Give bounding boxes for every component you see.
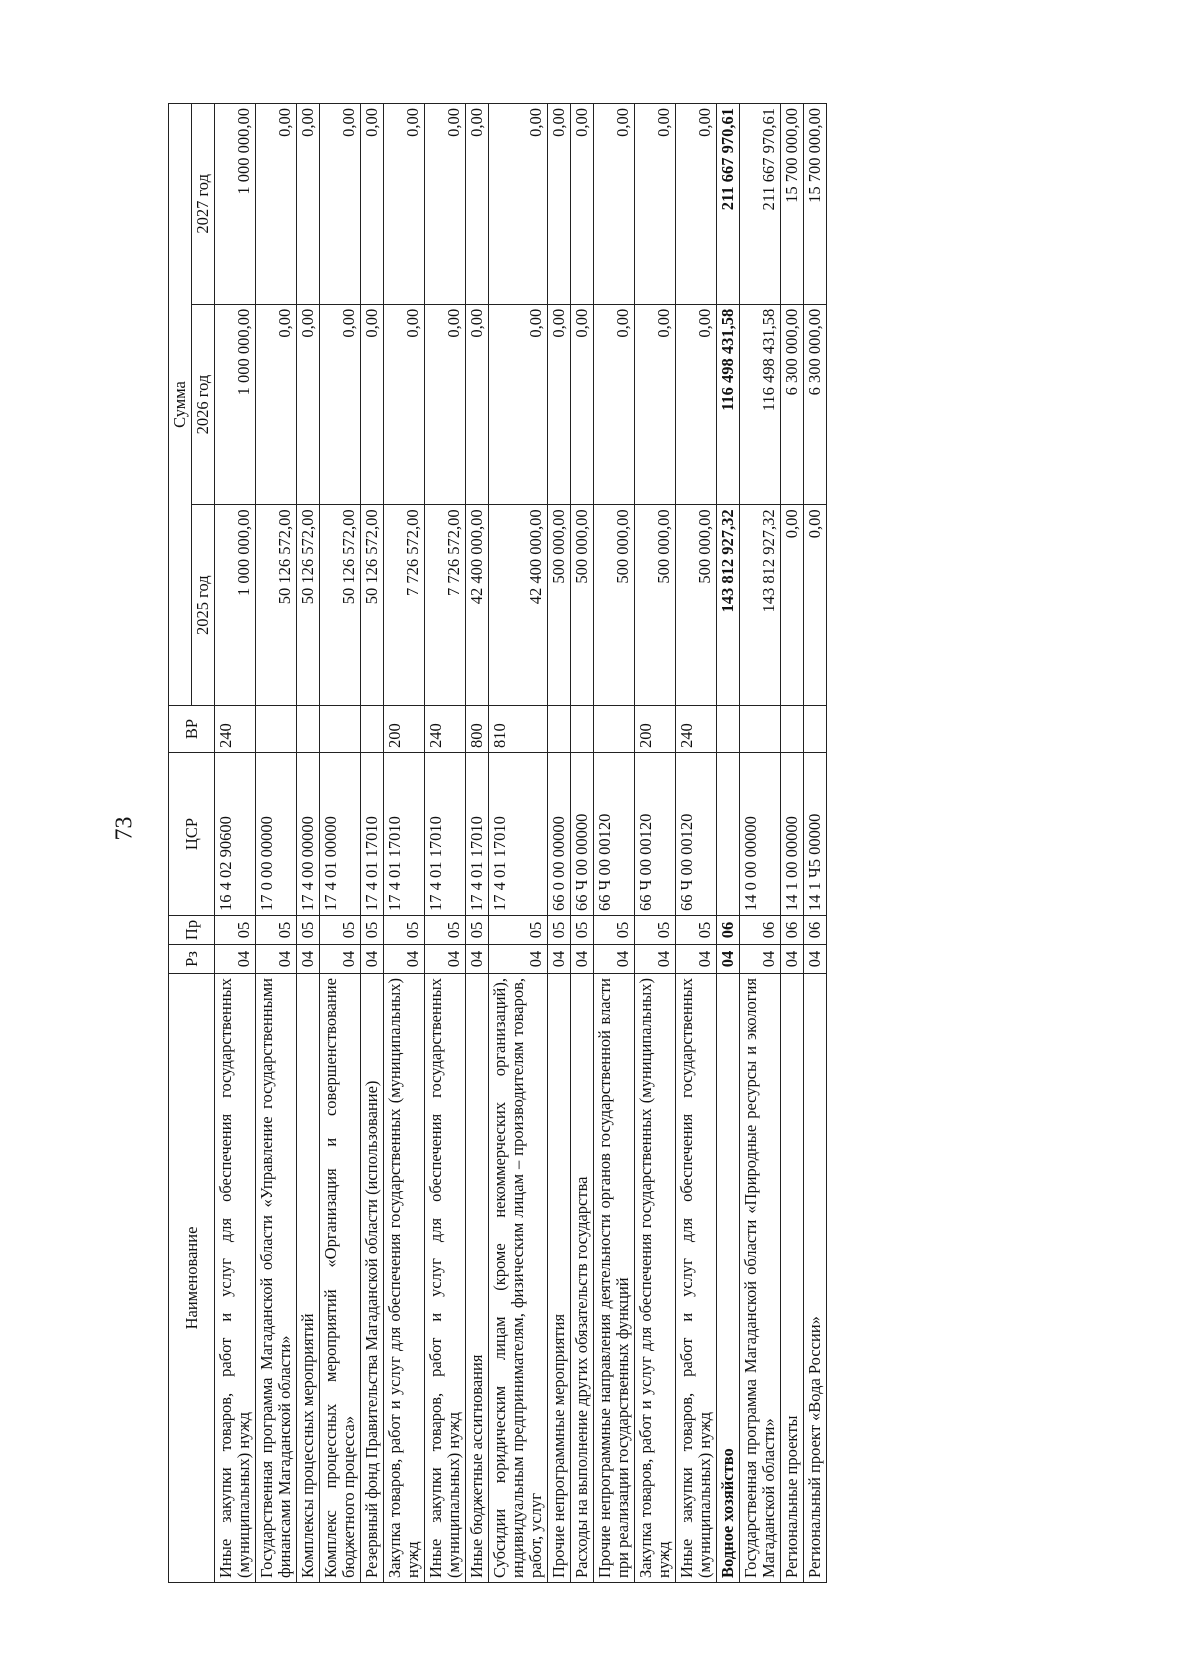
row-sum-2027: 0,00 <box>256 104 297 305</box>
row-vr <box>594 706 635 753</box>
row-pr: 05 <box>594 916 635 945</box>
row-vr <box>548 706 571 753</box>
row-csr: 17 0 00 00000 <box>256 753 297 916</box>
row-rz: 04 <box>489 945 548 974</box>
row-vr <box>571 706 594 753</box>
row-pr: 06 <box>717 916 740 945</box>
row-name: Водное хозяйство <box>717 974 740 1583</box>
row-csr: 66 Ч 00 00000 <box>571 753 594 916</box>
row-name: Иные закупки товаров, работ и услуг для обеспечения государственных (муниципальных) нужд <box>676 974 717 1583</box>
row-sum-2027: 0,00 <box>635 104 676 305</box>
row-sum-2026: 0,00 <box>256 304 297 505</box>
row-sum-2027: 0,00 <box>320 104 361 305</box>
row-sum-2026: 6 300 000,00 <box>804 304 827 505</box>
row-sum-2027: 0,00 <box>297 104 320 305</box>
row-csr: 17 4 01 00000 <box>320 753 361 916</box>
row-sum-2027: 211 667 970,61 <box>717 104 740 305</box>
header-pr: Пр <box>169 916 215 945</box>
row-rz: 04 <box>320 945 361 974</box>
row-sum-2026: 1 000 000,00 <box>215 304 256 505</box>
row-sum-2026: 0,00 <box>635 304 676 505</box>
row-sum-2025: 500 000,00 <box>594 505 635 706</box>
row-rz: 04 <box>740 945 781 974</box>
row-sum-2027: 211 667 970,61 <box>740 104 781 305</box>
row-name: Закупка товаров, работ и услуг для обеспечения государственных (муниципальных) нужд <box>635 974 676 1583</box>
row-csr: 14 1 Ч5 00000 <box>804 753 827 916</box>
table-row <box>740 104 781 1583</box>
table-row <box>548 104 571 1583</box>
row-pr: 05 <box>361 916 384 945</box>
table-row <box>297 104 320 1583</box>
header-sum: Сумма <box>169 104 192 706</box>
table-row <box>425 104 466 1583</box>
table-row <box>466 104 489 1583</box>
header-year-2025: 2025 год <box>192 505 215 706</box>
budget-table <box>168 103 827 1583</box>
row-pr: 06 <box>804 916 827 945</box>
row-csr: 17 4 00 00000 <box>297 753 320 916</box>
row-sum-2025: 50 126 572,00 <box>256 505 297 706</box>
table-row <box>635 104 676 1583</box>
row-rz: 04 <box>466 945 489 974</box>
row-sum-2025: 7 726 572,00 <box>384 505 425 706</box>
row-csr: 17 4 01 17010 <box>425 753 466 916</box>
row-sum-2025: 7 726 572,00 <box>425 505 466 706</box>
row-rz: 04 <box>425 945 466 974</box>
row-pr: 05 <box>215 916 256 945</box>
row-rz: 04 <box>384 945 425 974</box>
row-name: Прочие непрограммные мероприятия <box>548 974 571 1583</box>
row-sum-2025: 50 126 572,00 <box>320 505 361 706</box>
table-row <box>489 104 548 1583</box>
row-sum-2026: 116 498 431,58 <box>740 304 781 505</box>
table-body <box>215 104 827 1583</box>
row-sum-2027: 0,00 <box>548 104 571 305</box>
row-vr <box>804 706 827 753</box>
row-sum-2025: 500 000,00 <box>676 505 717 706</box>
row-sum-2026: 0,00 <box>594 304 635 505</box>
row-vr <box>740 706 781 753</box>
table-row <box>676 104 717 1583</box>
row-sum-2027: 0,00 <box>466 104 489 305</box>
row-sum-2027: 0,00 <box>571 104 594 305</box>
row-sum-2027: 1 000 000,00 <box>215 104 256 305</box>
row-sum-2027: 0,00 <box>361 104 384 305</box>
header-year-2026: 2026 год <box>192 304 215 505</box>
row-rz: 04 <box>297 945 320 974</box>
row-pr: 05 <box>489 916 548 945</box>
row-vr <box>297 706 320 753</box>
row-sum-2025: 143 812 927,32 <box>717 505 740 706</box>
row-name: Иные бюджетные ассигнования <box>466 974 489 1583</box>
header-rz: Рз <box>169 945 215 974</box>
row-sum-2025: 500 000,00 <box>635 505 676 706</box>
row-sum-2026: 0,00 <box>320 304 361 505</box>
table-row <box>256 104 297 1583</box>
header-vr: ВР <box>169 706 215 753</box>
row-name: Резервный фонд Правительства Магаданской области (использование) <box>361 974 384 1583</box>
row-name: Иные закупки товаров, работ и услуг для обеспечения государственных (муниципальных) нужд <box>425 974 466 1583</box>
row-sum-2026: 0,00 <box>297 304 320 505</box>
row-name: Региональный проект «Вода России» <box>804 974 827 1583</box>
row-sum-2026: 116 498 431,58 <box>717 304 740 505</box>
row-rz: 04 <box>361 945 384 974</box>
row-csr: 66 0 00 00000 <box>548 753 571 916</box>
row-csr <box>717 753 740 916</box>
row-pr: 05 <box>256 916 297 945</box>
row-sum-2027: 0,00 <box>489 104 548 305</box>
row-sum-2025: 50 126 572,00 <box>297 505 320 706</box>
row-pr: 05 <box>384 916 425 945</box>
row-pr: 05 <box>548 916 571 945</box>
row-sum-2025: 42 400 000,00 <box>466 505 489 706</box>
header-name: Наименование <box>169 974 215 1583</box>
row-name: Расходы на выполнение других обязательств государства <box>571 974 594 1583</box>
row-sum-2025: 0,00 <box>781 505 804 706</box>
row-csr: 17 4 01 17010 <box>361 753 384 916</box>
row-name: Прочие непрограммные направления деятельности органов государственной власти при реализации государственных функций <box>594 974 635 1583</box>
header-year-2027: 2027 год <box>192 104 215 305</box>
table-row <box>384 104 425 1583</box>
row-sum-2025: 1 000 000,00 <box>215 505 256 706</box>
row-sum-2026: 0,00 <box>361 304 384 505</box>
row-sum-2026: 0,00 <box>571 304 594 505</box>
row-name: Комплексы процессных мероприятий <box>297 974 320 1583</box>
row-name: Государственная программа Магаданской области «Управление государственными финансами Магаданской области» <box>256 974 297 1583</box>
row-pr: 05 <box>676 916 717 945</box>
row-csr: 66 Ч 00 00120 <box>676 753 717 916</box>
header-csr: ЦСР <box>169 753 215 916</box>
row-pr: 06 <box>740 916 781 945</box>
row-sum-2027: 0,00 <box>594 104 635 305</box>
row-vr: 200 <box>384 706 425 753</box>
row-csr: 66 Ч 00 00120 <box>635 753 676 916</box>
table-row <box>320 104 361 1583</box>
row-vr <box>320 706 361 753</box>
row-vr <box>256 706 297 753</box>
row-vr: 240 <box>215 706 256 753</box>
row-rz: 04 <box>215 945 256 974</box>
row-vr <box>717 706 740 753</box>
row-pr: 05 <box>297 916 320 945</box>
row-name: Региональные проекты <box>781 974 804 1583</box>
row-rz: 04 <box>635 945 676 974</box>
row-csr: 17 4 01 17010 <box>489 753 548 916</box>
row-sum-2027: 0,00 <box>384 104 425 305</box>
row-sum-2026: 0,00 <box>489 304 548 505</box>
row-name: Субсидии юридическим лицам (кроме некоммерческих организаций), индивидуальным предпринимателям, физическим лицам – производителям товаров, работ, услуг <box>489 974 548 1583</box>
row-sum-2025: 42 400 000,00 <box>489 505 548 706</box>
row-csr: 16 4 02 90600 <box>215 753 256 916</box>
row-sum-2025: 50 126 572,00 <box>361 505 384 706</box>
row-sum-2025: 0,00 <box>804 505 827 706</box>
row-sum-2026: 0,00 <box>425 304 466 505</box>
row-rz: 04 <box>717 945 740 974</box>
row-sum-2026: 6 300 000,00 <box>781 304 804 505</box>
row-vr <box>781 706 804 753</box>
page-number: 73 <box>111 816 138 841</box>
table-row <box>215 104 256 1583</box>
row-rz: 04 <box>676 945 717 974</box>
table-row <box>361 104 384 1583</box>
row-vr: 810 <box>489 706 548 753</box>
row-sum-2027: 0,00 <box>425 104 466 305</box>
row-rz: 04 <box>594 945 635 974</box>
row-pr: 05 <box>320 916 361 945</box>
row-sum-2025: 500 000,00 <box>571 505 594 706</box>
row-vr <box>361 706 384 753</box>
row-vr: 240 <box>676 706 717 753</box>
row-pr: 06 <box>781 916 804 945</box>
row-csr: 17 4 01 17010 <box>384 753 425 916</box>
row-csr: 14 1 00 00000 <box>781 753 804 916</box>
row-rz: 04 <box>256 945 297 974</box>
row-rz: 04 <box>804 945 827 974</box>
row-csr: 66 Ч 00 00120 <box>594 753 635 916</box>
row-csr: 14 0 00 00000 <box>740 753 781 916</box>
row-sum-2027: 15 700 000,00 <box>804 104 827 305</box>
table-row <box>781 104 804 1583</box>
header-row-1 <box>169 104 192 1583</box>
row-sum-2025: 143 812 927,32 <box>740 505 781 706</box>
rotated-table-wrapper <box>168 103 1018 1583</box>
row-sum-2026: 0,00 <box>676 304 717 505</box>
row-rz: 04 <box>571 945 594 974</box>
table-row <box>804 104 827 1583</box>
row-pr: 05 <box>425 916 466 945</box>
table-row <box>594 104 635 1583</box>
row-name: Государственная программа Магаданской области «Природные ресурсы и экология Магаданской области» <box>740 974 781 1583</box>
row-sum-2026: 0,00 <box>548 304 571 505</box>
row-name: Закупка товаров, работ и услуг для обеспечения государственных (муниципальных) нужд <box>384 974 425 1583</box>
row-name: Иные закупки товаров, работ и услуг для обеспечения государственных (муниципальных) нужд <box>215 974 256 1583</box>
table-row <box>571 104 594 1583</box>
row-pr: 05 <box>635 916 676 945</box>
row-sum-2025: 500 000,00 <box>548 505 571 706</box>
row-vr: 200 <box>635 706 676 753</box>
row-sum-2027: 0,00 <box>676 104 717 305</box>
row-rz: 04 <box>548 945 571 974</box>
row-pr: 05 <box>571 916 594 945</box>
row-vr: 800 <box>466 706 489 753</box>
row-sum-2026: 0,00 <box>384 304 425 505</box>
row-sum-2027: 15 700 000,00 <box>781 104 804 305</box>
row-pr: 05 <box>466 916 489 945</box>
row-sum-2026: 0,00 <box>466 304 489 505</box>
row-name: Комплекс процессных мероприятий «Организация и совершенствование бюджетного процесса» <box>320 974 361 1583</box>
table-row <box>717 104 740 1583</box>
row-vr: 240 <box>425 706 466 753</box>
row-csr: 17 4 01 17010 <box>466 753 489 916</box>
row-rz: 04 <box>781 945 804 974</box>
